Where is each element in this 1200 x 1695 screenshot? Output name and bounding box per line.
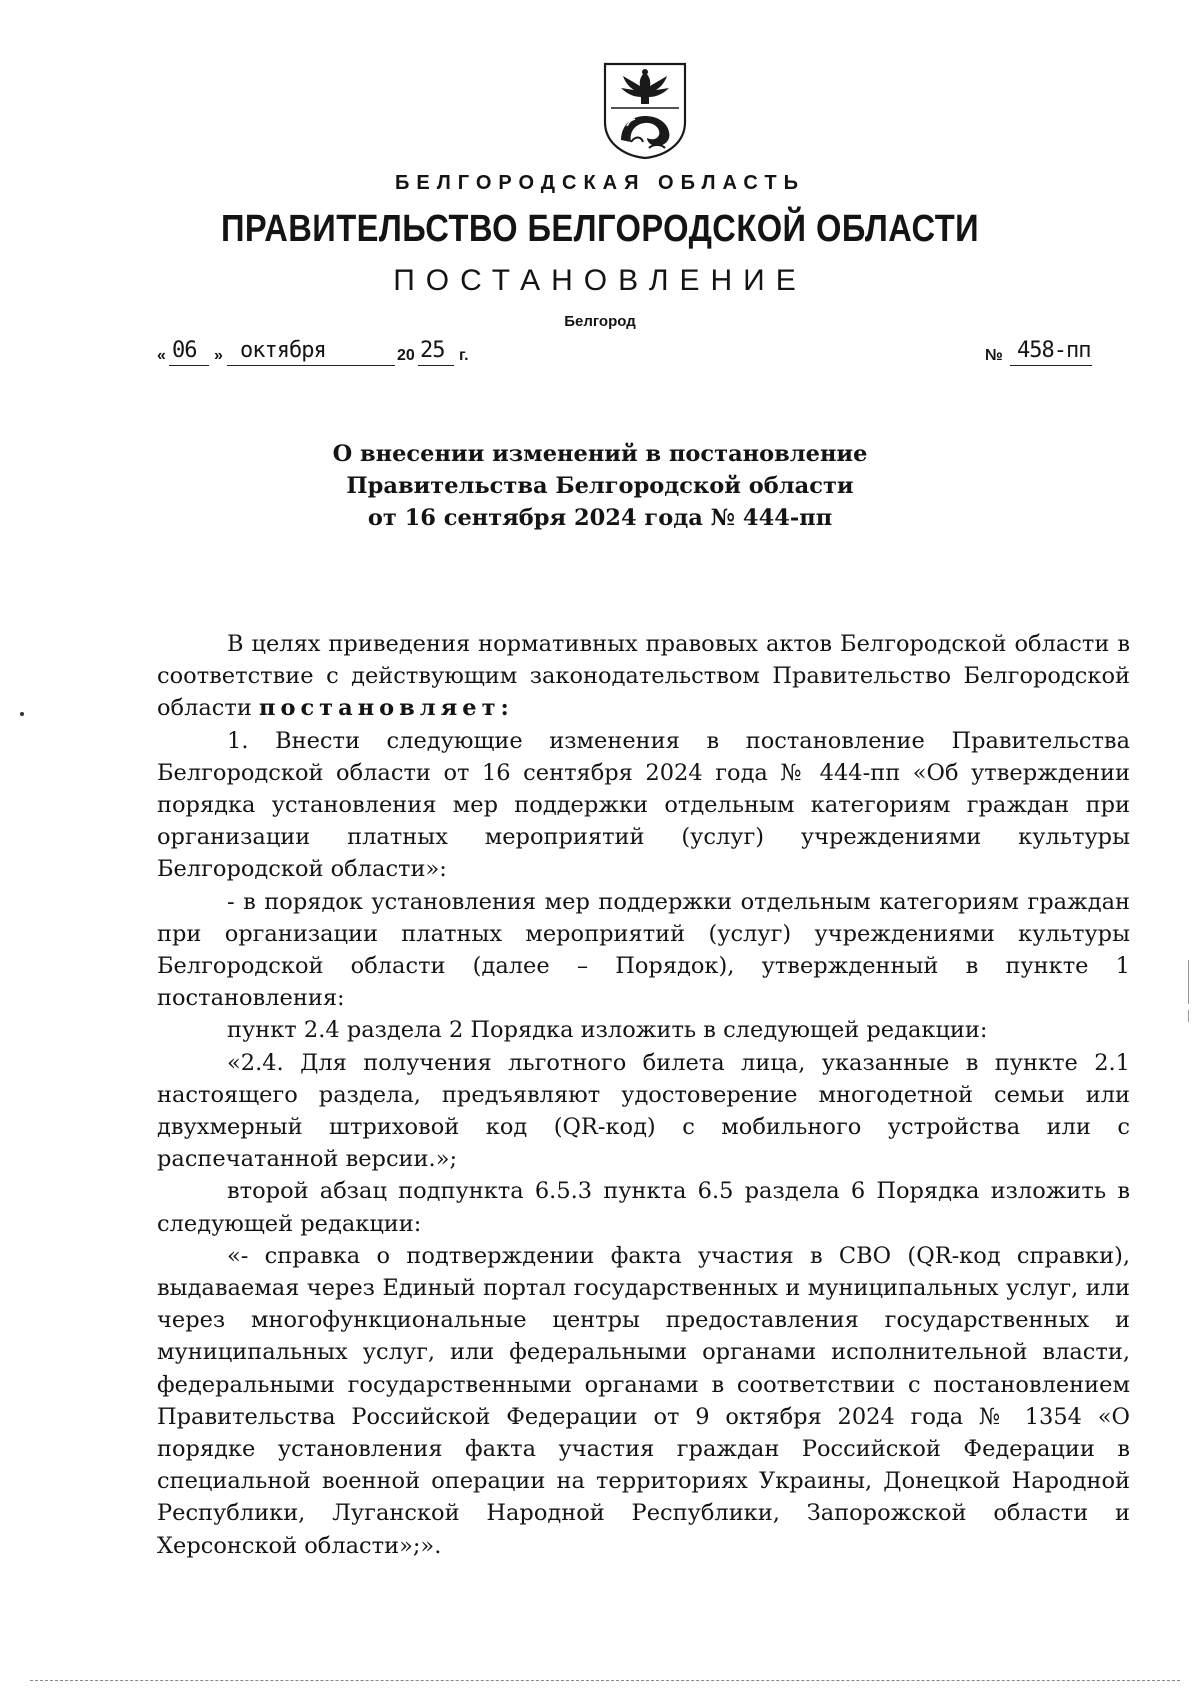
document-date <box>157 338 487 372</box>
scan-edge-mark <box>1188 1010 1189 1022</box>
paragraph-preamble <box>157 628 1130 725</box>
date-year-suffix: 25 <box>420 338 445 363</box>
title-line-1: О внесении изменений в постановление <box>332 441 868 467</box>
coat-of-arms-icon <box>601 60 689 160</box>
city-name: Белгород <box>564 313 636 330</box>
date-day: 06 <box>172 338 197 363</box>
date-year-unit: г. <box>459 347 469 364</box>
paragraph-clause-2-4-text: «2.4. Для получения льготного билета лица, указанные в пункте 2.1 настоящего раздела, предъявляют удостоверение многодетной семьи или двухмерный штриховой код (QR-код) с мобильного устройства или с распечатанной версии.»; <box>157 1049 1130 1173</box>
date-close-quote: » <box>214 347 223 364</box>
document-number <box>985 338 1120 372</box>
date-year-prefix: 20 <box>397 347 415 364</box>
document-type: ПОСТАНОВЛЕНИЕ <box>393 264 807 297</box>
scan-mark <box>20 712 24 716</box>
paragraph-clause-6-5-3-text: «- справка о подтверждении факта участия в СВО (QR-код справки), выдаваемая через Единый портал государственных и муниципальных услуг, или через многофункциональные центры предоставления государственных и муниципальных услуг, или федеральными органами исполнительной власти, федеральными государственными органами в соответствии с постановлением Правительства Российской Федерации от 9 октября 2024 года № 1354 «О порядке установления факта участия граждан Российской Федерации в специальной военной операции на территориях Украины, Донецкой Народной Республики, Луганской Народной Республики, Запорожской области и Херсонской области»;». <box>157 1242 1130 1559</box>
title-line-3: от 16 сентября 2024 года № 444-пп <box>367 505 833 531</box>
paragraph-amendment-intro: - в порядок установления мер поддержки отдельным категориям граждан при организации платных мероприятий (услуг) учреждениями культуры Белгородской области (далее – Порядок), утвержденный в пункте 1 постановления: <box>157 888 1130 1012</box>
title-line-2: Правительства Белгородской области <box>346 473 854 499</box>
document-body <box>157 628 1130 1562</box>
scan-edge-mark <box>1188 960 1189 1004</box>
paragraph-clause-6-5-3-intro: второй абзац подпункта 6.5.3 пункта 6.5 раздела 6 Порядка изложить в следующей редакции: <box>157 1178 1130 1237</box>
government-name: ПРАВИТЕЛЬСТВО БЕЛГОРОДСКОЙ ОБЛАСТИ <box>220 208 980 250</box>
document-title <box>0 438 1200 534</box>
paragraph-item-1: 1. Внести следующие изменения в постановление Правительства Белгородской области от 16 сентября 2024 года № 444-пп «Об утверждении порядка установления мер поддержки отдельным категориям граждан при организации платных мероприятий (услуг) учреждениями культуры Белгородской области»: <box>157 727 1130 883</box>
paragraph-clause-2-4-intro: пункт 2.4 раздела 2 Порядка изложить в следующей редакции: <box>227 1017 988 1044</box>
preamble-verb: постановляет: <box>259 695 514 722</box>
region-name: БЕЛГОРОДСКАЯ ОБЛАСТЬ <box>395 172 805 194</box>
date-month: октября <box>240 338 326 363</box>
number-value: 458-пп <box>1017 338 1091 363</box>
number-label: № <box>985 347 1003 364</box>
date-open-quote: « <box>157 347 166 364</box>
page-bottom-edge <box>30 1680 1180 1681</box>
preamble-text: В целях приведения нормативных правовых актов Белгородской области в соответствие с действующим законодательством Правительство Белгородской области <box>157 631 1130 722</box>
